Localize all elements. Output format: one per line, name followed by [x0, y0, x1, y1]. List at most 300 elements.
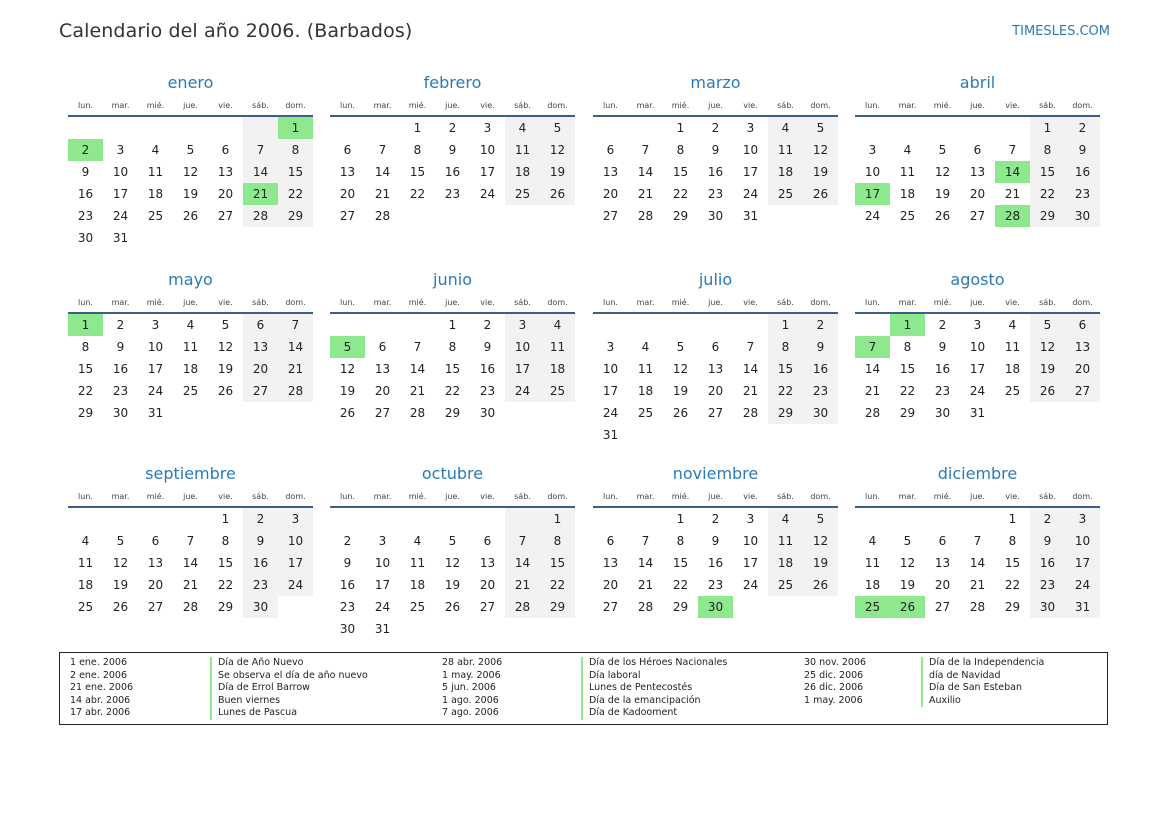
day-cell: 17 — [742, 556, 759, 570]
empty-cell — [1030, 402, 1065, 424]
weekday-label: sáb. — [243, 292, 278, 314]
empty-cell — [330, 314, 365, 336]
day-cell: 2 — [483, 318, 492, 332]
empty-cell — [505, 402, 540, 424]
day-cell: 24 — [1065, 574, 1100, 596]
month-name: julio — [698, 270, 733, 289]
month-name: junio — [433, 270, 472, 289]
day-cell: 14 — [637, 556, 654, 570]
day-cell: 21 — [864, 384, 881, 398]
empty-cell — [173, 117, 208, 139]
month-name: abril — [959, 73, 996, 92]
day-cell: 28 — [243, 205, 278, 227]
empty-cell — [698, 424, 733, 446]
day-cell: 3 — [378, 534, 387, 548]
day-cell: 29 — [899, 406, 916, 420]
weekday-label: mié. — [400, 95, 435, 117]
weekday-label: mié. — [663, 95, 698, 117]
weekday-label: dom. — [278, 486, 313, 508]
day-cell: 29 — [1004, 600, 1021, 614]
day-cell: 24 — [969, 384, 986, 398]
legend-holiday-name: Día de Errol Barrow — [218, 682, 310, 693]
day-cell: 9 — [81, 165, 90, 179]
legend-names-col-1 — [210, 657, 368, 720]
month-julio — [593, 269, 838, 446]
day-cell: 3 — [746, 121, 755, 135]
day-cell: 10 — [505, 336, 540, 358]
day-cell: 18 — [864, 578, 881, 592]
holiday-day-cell: 1 — [278, 117, 313, 139]
day-cell: 23 — [339, 600, 356, 614]
month-grid — [330, 486, 575, 640]
empty-cell — [733, 424, 768, 446]
day-cell: 17 — [147, 362, 164, 376]
empty-cell — [890, 508, 925, 530]
legend-date: 30 nov. 2006 — [804, 657, 867, 668]
empty-cell — [803, 424, 838, 446]
day-cell: 13 — [479, 556, 496, 570]
empty-cell — [400, 508, 435, 530]
weekday-label: dom. — [278, 292, 313, 314]
day-cell: 10 — [864, 165, 881, 179]
weekday-label: lun. — [330, 486, 365, 508]
day-cell: 20 — [374, 384, 391, 398]
day-cell: 25 — [409, 600, 426, 614]
empty-cell — [435, 618, 470, 640]
holiday-day-cell: 30 — [698, 596, 733, 618]
day-cell: 11 — [182, 340, 199, 354]
day-cell: 20 — [339, 187, 356, 201]
day-cell: 2 — [938, 318, 947, 332]
day-cell: 11 — [899, 165, 916, 179]
weekday-label: lun. — [68, 292, 103, 314]
day-cell: 31 — [112, 231, 129, 245]
day-cell: 21 — [637, 578, 654, 592]
day-cell: 3 — [868, 143, 877, 157]
day-cell: 29 — [1030, 205, 1065, 227]
weekday-label: dom. — [803, 292, 838, 314]
day-cell: 6 — [711, 340, 720, 354]
day-cell: 19 — [899, 578, 916, 592]
legend-holiday-name: Día de la Independencia — [929, 657, 1045, 668]
legend-holiday-name: Buen viernes — [218, 694, 281, 706]
day-cell: 7 — [413, 340, 422, 354]
day-cell: 22 — [899, 384, 916, 398]
empty-cell — [68, 508, 103, 530]
empty-cell — [733, 314, 768, 336]
month-grid — [593, 486, 838, 618]
day-cell: 8 — [413, 143, 422, 157]
day-cell: 25 — [899, 209, 916, 223]
weekday-label: mar. — [890, 292, 925, 314]
day-cell: 29 — [77, 406, 94, 420]
month-name: diciembre — [937, 464, 1018, 483]
weekday-label: mar. — [365, 292, 400, 314]
day-cell: 16 — [444, 165, 461, 179]
weekday-label: jue. — [173, 292, 208, 314]
day-cell: 25 — [505, 183, 540, 205]
day-cell: 7 — [973, 534, 982, 548]
day-cell: 2 — [1030, 508, 1065, 530]
day-cell: 6 — [973, 143, 982, 157]
day-cell: 5 — [903, 534, 912, 548]
day-cell: 6 — [1065, 314, 1100, 336]
day-cell: 24 — [742, 187, 759, 201]
empty-cell — [138, 227, 173, 249]
day-cell: 20 — [479, 578, 496, 592]
empty-cell — [995, 402, 1030, 424]
holiday-day-cell: 28 — [995, 205, 1030, 227]
day-cell: 28 — [637, 209, 654, 223]
day-cell: 30 — [707, 209, 724, 223]
day-cell: 12 — [182, 165, 199, 179]
empty-cell — [278, 596, 313, 618]
empty-cell — [540, 402, 575, 424]
weekday-label: mar. — [103, 486, 138, 508]
legend-holiday-name: Lunes de Pascua — [218, 707, 298, 718]
day-cell: 12 — [112, 556, 129, 570]
page-title: Calendario del año 2006. (Barbados) — [59, 20, 413, 42]
day-cell: 9 — [343, 556, 352, 570]
month-name: septiembre — [145, 464, 236, 483]
weekday-label: jue. — [698, 292, 733, 314]
day-cell: 8 — [676, 143, 685, 157]
weekday-label: mié. — [138, 95, 173, 117]
month-grid — [68, 95, 313, 249]
month-name: agosto — [950, 270, 1005, 289]
month-mayo — [68, 269, 313, 424]
day-cell: 31 — [1065, 596, 1100, 618]
day-cell: 27 — [969, 209, 986, 223]
day-cell: 8 — [676, 534, 685, 548]
weekday-label: mié. — [138, 486, 173, 508]
legend-date: 5 jun. 2006 — [442, 682, 496, 693]
day-cell: 5 — [1030, 314, 1065, 336]
day-cell: 26 — [217, 384, 234, 398]
day-cell: 28 — [637, 600, 654, 614]
day-cell: 9 — [483, 340, 492, 354]
day-cell: 8 — [540, 530, 575, 552]
empty-cell — [400, 205, 435, 227]
day-cell: 19 — [540, 161, 575, 183]
legend-dates-col-2 — [442, 657, 502, 720]
day-cell: 5 — [186, 143, 195, 157]
day-cell: 26 — [803, 183, 838, 205]
day-cell: 23 — [479, 384, 496, 398]
empty-cell — [435, 508, 470, 530]
day-cell: 20 — [217, 187, 234, 201]
day-cell: 11 — [505, 139, 540, 161]
day-cell: 3 — [606, 340, 615, 354]
day-cell: 17 — [969, 362, 986, 376]
day-cell: 21 — [969, 578, 986, 592]
weekday-label: jue. — [435, 486, 470, 508]
day-cell: 1 — [221, 512, 230, 526]
day-cell: 11 — [77, 556, 94, 570]
empty-cell — [593, 508, 628, 530]
day-cell: 26 — [672, 406, 689, 420]
day-cell: 24 — [147, 384, 164, 398]
empty-cell — [173, 227, 208, 249]
weekday-label: sáb. — [768, 95, 803, 117]
day-cell: 7 — [278, 314, 313, 336]
day-cell: 21 — [409, 384, 426, 398]
day-cell: 14 — [278, 336, 313, 358]
day-cell: 21 — [278, 358, 313, 380]
day-cell: 30 — [803, 402, 838, 424]
legend-holiday-name: Se observa el día de año nuevo — [218, 669, 368, 681]
day-cell: 18 — [182, 362, 199, 376]
weekday-label: jue. — [173, 486, 208, 508]
day-cell: 9 — [1065, 139, 1100, 161]
day-cell: 16 — [243, 552, 278, 574]
day-cell: 4 — [186, 318, 195, 332]
day-cell: 8 — [81, 340, 90, 354]
day-cell: 25 — [147, 209, 164, 223]
weekday-label: mié. — [138, 292, 173, 314]
day-cell: 2 — [448, 121, 457, 135]
month-name: enero — [167, 73, 214, 92]
weekday-label: sáb. — [243, 486, 278, 508]
day-cell: 12 — [217, 340, 234, 354]
day-cell: 13 — [602, 165, 619, 179]
month-grid — [330, 292, 575, 424]
day-cell: 28 — [409, 406, 426, 420]
day-cell: 14 — [374, 165, 391, 179]
day-cell: 9 — [1030, 530, 1065, 552]
weekday-label: lun. — [593, 95, 628, 117]
day-cell: 4 — [768, 117, 803, 139]
day-cell: 1 — [676, 512, 685, 526]
day-cell: 16 — [707, 556, 724, 570]
empty-cell — [68, 117, 103, 139]
day-cell: 10 — [969, 340, 986, 354]
legend-holiday-name: Día laboral — [589, 669, 641, 681]
weekday-label: mar. — [365, 486, 400, 508]
weekday-label: mar. — [890, 95, 925, 117]
day-cell: 4 — [868, 534, 877, 548]
day-cell: 14 — [243, 161, 278, 183]
day-cell: 14 — [182, 556, 199, 570]
weekday-label: vie. — [470, 292, 505, 314]
empty-cell — [330, 508, 365, 530]
day-cell: 26 — [803, 574, 838, 596]
empty-cell — [208, 227, 243, 249]
weekday-label: mar. — [365, 95, 400, 117]
empty-cell — [768, 205, 803, 227]
day-cell: 27 — [707, 406, 724, 420]
weekday-label: dom. — [803, 95, 838, 117]
day-cell: 12 — [339, 362, 356, 376]
weekday-label: mié. — [925, 292, 960, 314]
empty-cell — [103, 117, 138, 139]
site-link[interactable]: TIMESLES.COM — [1012, 24, 1110, 39]
day-cell: 11 — [540, 336, 575, 358]
day-cell: 1 — [448, 318, 457, 332]
legend-holiday-name: Lunes de Pentecostés — [589, 682, 693, 693]
day-cell: 14 — [969, 556, 986, 570]
day-cell: 29 — [672, 209, 689, 223]
legend-names-col-2 — [581, 657, 727, 720]
day-cell: 14 — [637, 165, 654, 179]
day-cell: 1 — [768, 314, 803, 336]
day-cell: 10 — [278, 530, 313, 552]
empty-cell — [365, 117, 400, 139]
day-cell: 24 — [505, 380, 540, 402]
day-cell: 3 — [505, 314, 540, 336]
day-cell: 23 — [934, 384, 951, 398]
legend-dates-col-1 — [70, 657, 133, 720]
weekday-label: vie. — [995, 292, 1030, 314]
day-cell: 17 — [479, 165, 496, 179]
day-cell: 31 — [374, 622, 391, 636]
day-cell: 26 — [112, 600, 129, 614]
weekday-label: jue. — [435, 292, 470, 314]
day-cell: 29 — [278, 205, 313, 227]
day-cell: 27 — [374, 406, 391, 420]
empty-cell — [243, 227, 278, 249]
day-cell: 8 — [903, 340, 912, 354]
month-diciembre — [855, 463, 1100, 618]
day-cell: 18 — [147, 187, 164, 201]
day-cell: 14 — [409, 362, 426, 376]
day-cell: 26 — [339, 406, 356, 420]
empty-cell — [768, 424, 803, 446]
day-cell: 13 — [934, 556, 951, 570]
day-cell: 19 — [803, 552, 838, 574]
day-cell: 27 — [339, 209, 356, 223]
day-cell: 20 — [707, 384, 724, 398]
day-cell: 5 — [803, 508, 838, 530]
empty-cell — [593, 117, 628, 139]
empty-cell — [855, 314, 890, 336]
weekday-label: sáb. — [505, 95, 540, 117]
month-noviembre — [593, 463, 838, 618]
month-name: marzo — [690, 73, 741, 92]
weekday-label: mié. — [400, 292, 435, 314]
legend-dates-col-3 — [804, 657, 866, 707]
empty-cell — [278, 227, 313, 249]
weekday-label: sáb. — [1030, 486, 1065, 508]
day-cell: 10 — [742, 534, 759, 548]
holiday-day-cell: 2 — [68, 139, 103, 161]
legend-date: 28 abr. 2006 — [442, 657, 503, 668]
day-cell: 1 — [1030, 117, 1065, 139]
weekday-label: vie. — [470, 486, 505, 508]
day-cell: 24 — [602, 406, 619, 420]
day-cell: 20 — [969, 187, 986, 201]
day-cell: 7 — [378, 143, 387, 157]
day-cell: 15 — [672, 556, 689, 570]
day-cell: 6 — [938, 534, 947, 548]
day-cell: 11 — [768, 139, 803, 161]
day-cell: 27 — [217, 209, 234, 223]
day-cell: 5 — [448, 534, 457, 548]
weekday-label: vie. — [208, 292, 243, 314]
legend-holiday-name: Día de la emancipación — [589, 694, 701, 706]
holiday-day-cell: 21 — [243, 183, 278, 205]
holiday-day-cell: 1 — [68, 314, 103, 336]
day-cell: 28 — [864, 406, 881, 420]
legend-date: 1 may. 2006 — [442, 669, 501, 681]
day-cell: 4 — [151, 143, 160, 157]
day-cell: 15 — [672, 165, 689, 179]
day-cell: 13 — [147, 556, 164, 570]
day-cell: 31 — [969, 406, 986, 420]
empty-cell — [960, 508, 995, 530]
day-cell: 25 — [1004, 384, 1021, 398]
day-cell: 4 — [81, 534, 90, 548]
day-cell: 1 — [676, 121, 685, 135]
empty-cell — [400, 314, 435, 336]
month-name: noviembre — [672, 464, 759, 483]
holiday-day-cell: 1 — [890, 314, 925, 336]
day-cell: 28 — [374, 209, 391, 223]
empty-cell — [173, 402, 208, 424]
day-cell: 29 — [540, 596, 575, 618]
empty-cell — [208, 117, 243, 139]
day-cell: 21 — [1004, 187, 1021, 201]
day-cell: 29 — [217, 600, 234, 614]
day-cell: 29 — [768, 402, 803, 424]
weekday-label: lun. — [593, 486, 628, 508]
day-cell: 13 — [374, 362, 391, 376]
day-cell: 15 — [899, 362, 916, 376]
legend-holiday-name: Día de San Esteban — [929, 682, 1022, 693]
day-cell: 3 — [746, 512, 755, 526]
weekday-label: jue. — [960, 292, 995, 314]
empty-cell — [960, 117, 995, 139]
day-cell: 13 — [969, 165, 986, 179]
day-cell: 20 — [243, 358, 278, 380]
weekday-label: vie. — [995, 95, 1030, 117]
day-cell: 24 — [742, 578, 759, 592]
day-cell: 17 — [505, 358, 540, 380]
month-febrero — [330, 72, 575, 227]
month-agosto — [855, 269, 1100, 424]
weekday-label: mié. — [663, 292, 698, 314]
day-cell: 19 — [934, 187, 951, 201]
day-cell: 14 — [742, 362, 759, 376]
day-cell: 28 — [182, 600, 199, 614]
day-cell: 15 — [540, 552, 575, 574]
day-cell: 7 — [746, 340, 755, 354]
day-cell: 18 — [637, 384, 654, 398]
day-cell: 4 — [903, 143, 912, 157]
day-cell: 20 — [602, 187, 619, 201]
day-cell: 9 — [243, 530, 278, 552]
weekday-label: sáb. — [505, 486, 540, 508]
empty-cell — [138, 117, 173, 139]
day-cell: 8 — [221, 534, 230, 548]
day-cell: 10 — [147, 340, 164, 354]
day-cell: 11 — [1004, 340, 1021, 354]
day-cell: 3 — [973, 318, 982, 332]
day-cell: 3 — [483, 121, 492, 135]
day-cell: 15 — [1030, 161, 1065, 183]
day-cell: 9 — [711, 143, 720, 157]
day-cell: 25 — [77, 600, 94, 614]
empty-cell — [470, 618, 505, 640]
day-cell: 3 — [116, 143, 125, 157]
day-cell: 19 — [444, 578, 461, 592]
empty-cell — [243, 117, 278, 139]
day-cell: 27 — [243, 380, 278, 402]
day-cell: 5 — [803, 117, 838, 139]
day-cell: 22 — [672, 578, 689, 592]
day-cell: 31 — [602, 428, 619, 442]
month-enero — [68, 72, 313, 249]
